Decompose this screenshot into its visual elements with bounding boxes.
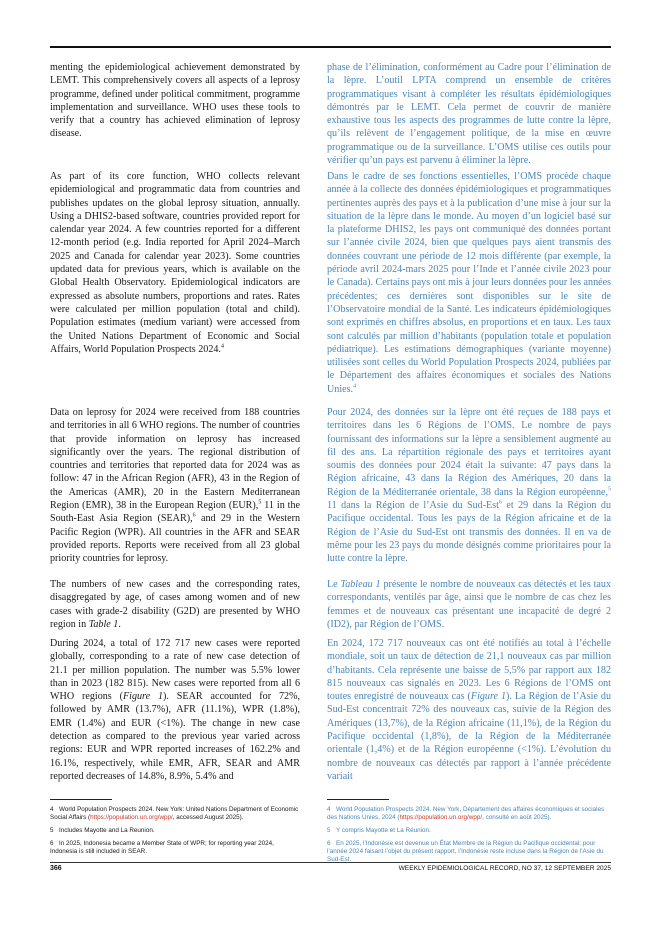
top-rule: [50, 46, 611, 48]
footnote-link[interactable]: https://population.un.org/wpp/: [90, 814, 173, 822]
en-paragraph-1: menting the epidemiological achievement demonstrated by LEMT. This comprehensively covers all aspects of a leprosy programme, defined under political commitment, programme implementation and surveillance. WHO uses these tools to verify that a country has achieved elimination of leprosy disease.: [50, 62, 300, 140]
footnote-5: 5 Includes Mayotte and La Reunion.: [50, 827, 155, 834]
en-paragraph-4: The numbers of new cases and the corresponding rates, disaggregated by age, of cases among women and of new cases with grade-2 disability (G2D) are presented by WHO region in Table 1.: [50, 579, 300, 630]
footer-rule: [50, 862, 611, 863]
footnote-link[interactable]: https://population.un.org/wpp/: [399, 814, 483, 822]
fr-paragraph-3: Pour 2024, des données sur la lèpre ont été reçues de 188 pays et territoires dans les 6 Régions de l’OMS. Le nombre de pays fournissant des informations sur la lèpre a sensiblement augmenté au fil des ans. La répartition régionale des pays et territoires ayant soumis des données pour 2024 était la suivante: 47 pays dans la Région africaine, 43 dans la Région des Amériques, 20 dans la Région de la Méditerranée orientale, 38 dans la Région européenne,$^5$ 11 dans la Région de l’Asie du Sud-Est$^6$ et 29 dans la Région du Pacifique occidental. Tous les pays de la Région africaine et de la Région de l’Asie du Sud-Est ont transmis des données. Il en va de même pour les 23 pays du monde désignés comme prioritaires pour la lutte contre la lèpre.: [327, 407, 611, 565]
figure-reference: Figure 1: [470, 691, 507, 703]
footnote-rule: [327, 799, 389, 800]
footnote-4: 4 World Population Prospects 2024. New York: United Nations Department of Economic Social Affairs (https://population.un.org/wpp/, accessed August 2025).: [50, 806, 299, 822]
fr-paragraph-1: phase de l’élimination, conformément au Cadre pour l’élimination de la lèpre. L’outil LPTA comprend un ensemble de critères programmatiques visant à compléter les résultats épidémiologiques démontrés par le LEMT. Cela permet de couvrir de manière exhaustive tous les aspects des programmes de lutte contre la lèpre, qu’ils relèvent de l’engagement politique, de la mise en œuvre programmatique ou de la surveillance. L’OMS utilise ces outils pour vérifier qu’un pays est parvenu à éliminer la lèpre.: [327, 62, 611, 167]
table-reference: Tableau 1: [340, 579, 381, 590]
table-reference: Table 1: [88, 618, 119, 630]
fr-paragraph-4: Le Tableau 1 présente le nombre de nouveaux cas détectés et les taux correspondants, ventilés par âge, ainsi que le nombre de cas chez les femmes et de nouveaux cas présentant une incapacité de degré 2 (ID2), par Région de l’OMS.: [327, 579, 611, 630]
fr-paragraph-5: En 2024, 172 717 nouveaux cas ont été notifiés au total à l’échelle mondiale, soit un taux de détection de 21,1 nouveaux cas par million d’habitants. Cela représente une baisse de 5,5% par rapport aux 182 815 nouveaux cas signalés en 2023. Les 6 Régions de l’OMS ont toutes enregistré de nouveaux cas (Figure 1). La Région de l’Asie du Sud-Est concentrait 72% des nouveaux cas, suivie de la Région des Amériques (13,7%), de la Région africaine (11,1%), de la Région du Pacifique occidental (1,8%), de la Région de la Méditerranée orientale (1,4%) et de la Région européenne (<1%). L’évolution du nombre de nouveaux cas détectés par rapport à l’année précédente variait: [327, 638, 611, 782]
running-footer: WEEKLY EPIDEMIOLOGICAL RECORD, NO 37, 12 SEPTEMBER 2025: [398, 865, 611, 872]
footnote-4: 4 World Population Prospects 2024. New York, Département des affaires économiques et sociales des Nations Unies, 2024 (https://population.un.org/wpp/, consulté en août 2025).: [327, 806, 605, 822]
en-paragraph-2: As part of its core function, WHO collects relevant epidemiological and programmatic data from countries and publishes updates on the global leprosy situation, annually. Using a DHIS2-based software, countries provided report for calendar year 2024. A few countries reported for a different 12-month period (e.g. India reported for April 2024–March 2025 and Canada for calendar year 2023). Some countries updated data for previous years, which is available on the Global Health Observatory. Epidemiological indicators are expressed as absolute numbers, proportions and rates. Rates were calculated per million population (total and child). Population estimates (medium variant) were accessed from the United Nations Department of Economic and Social Affairs, World Population Prospects 2024.$^4$: [50, 171, 300, 355]
page-number: 366: [50, 865, 62, 872]
fr-paragraph-2: Dans le cadre de ses fonctions essentielles, l’OMS procède chaque année à la collecte des données épidémiologiques et programmatiques pertinentes auprès des pays et à la publication d’une mise à jour sur la situation de la lèpre dans le monde. Au moyen d’un logiciel basé sur la plateforme DHIS2, les pays ont communiqué des données portant sur l’année civile 2024, bien que quelques pays aient transmis des données couvrant une période de 12 mois différente (par exemple, la période avril 2024-mars 2025 pour l’Inde et l’année civile 2023 pour le Canada). Certains pays ont mis à jour leurs données pour les années précédentes; ces dernières sont disponibles sur le site de l’Observatoire mondial de la Santé. Les indicateurs épidémiologiques sont exprimés en chiffres absolus, en proportions et en taux. Les taux sont calculés par million d’habitants (population totale et population pédiatrique). Les estimations démographiques (variante moyenne) utilisées sont celles du World Population Prospects 2024, publiées par le Département des affaires économiques et sociales des Nations Unies.$^4$: [327, 171, 611, 395]
footnote-6: 6 In 2025, Indonesia became a Member State of WPR; for reporting year 2024, Indonesia is still included in SEAR.: [50, 840, 274, 856]
footnote-rule: [50, 799, 112, 800]
en-paragraph-5: During 2024, a total of 172 717 new cases were reported globally, corresponding to a rate of new case detection of 21.1 per million population. The number was 5.5% lower than in 2023 (182 815). New cases were reported from all 6 WHO regions (Figure 1). SEAR accounted for 72%, followed by AMR (13.7%), AFR (11.1%), WPR (1.8%), EMR (1.4%) and EUR (<1%). The change in new case detection as compared to the previous year varied across regions: EUR and WPR reported increases of 162.2% and 16.1%, respectively, while EMR, AFR, SEAR and AMR reported decreases of 14.8%, 8.9%, 5.4% and: [50, 638, 301, 782]
figure-reference: Figure 1: [122, 691, 164, 703]
footnote-5: 5 Y compris Mayotte et La Réunion.: [327, 827, 431, 834]
footnote-6: 6 En 2025, l’Indonésie est devenue un État Membre de la Région du Pacifique occidental; pour l’année 2024 faisant l’objet du présent rapport, l’Indonésie reste incluse dans la Région de l’Asie du Sud-Est.: [327, 840, 604, 864]
en-paragraph-3: Data on leprosy for 2024 were received from 188 countries and territories in all 6 WHO regions. The number of countries that provide information on leprosy has increased significantly over the years. The regional distribution of countries and territories that reported data for 2024 was as follow: 47 in the African Region (AFR), 43 in the Region of the Americas (AMR), 20 in the Eastern Mediterranean Region (EMR), 38 in the European Region (EUR),$^5$ 11 in the South-East Asia Region (SEAR),$^6$ and 29 in the Western Pacific Region (WPR). All countries in the AFR and SEAR provided reports. Reports were received from all 23 global priority countries for leprosy.: [50, 407, 300, 565]
